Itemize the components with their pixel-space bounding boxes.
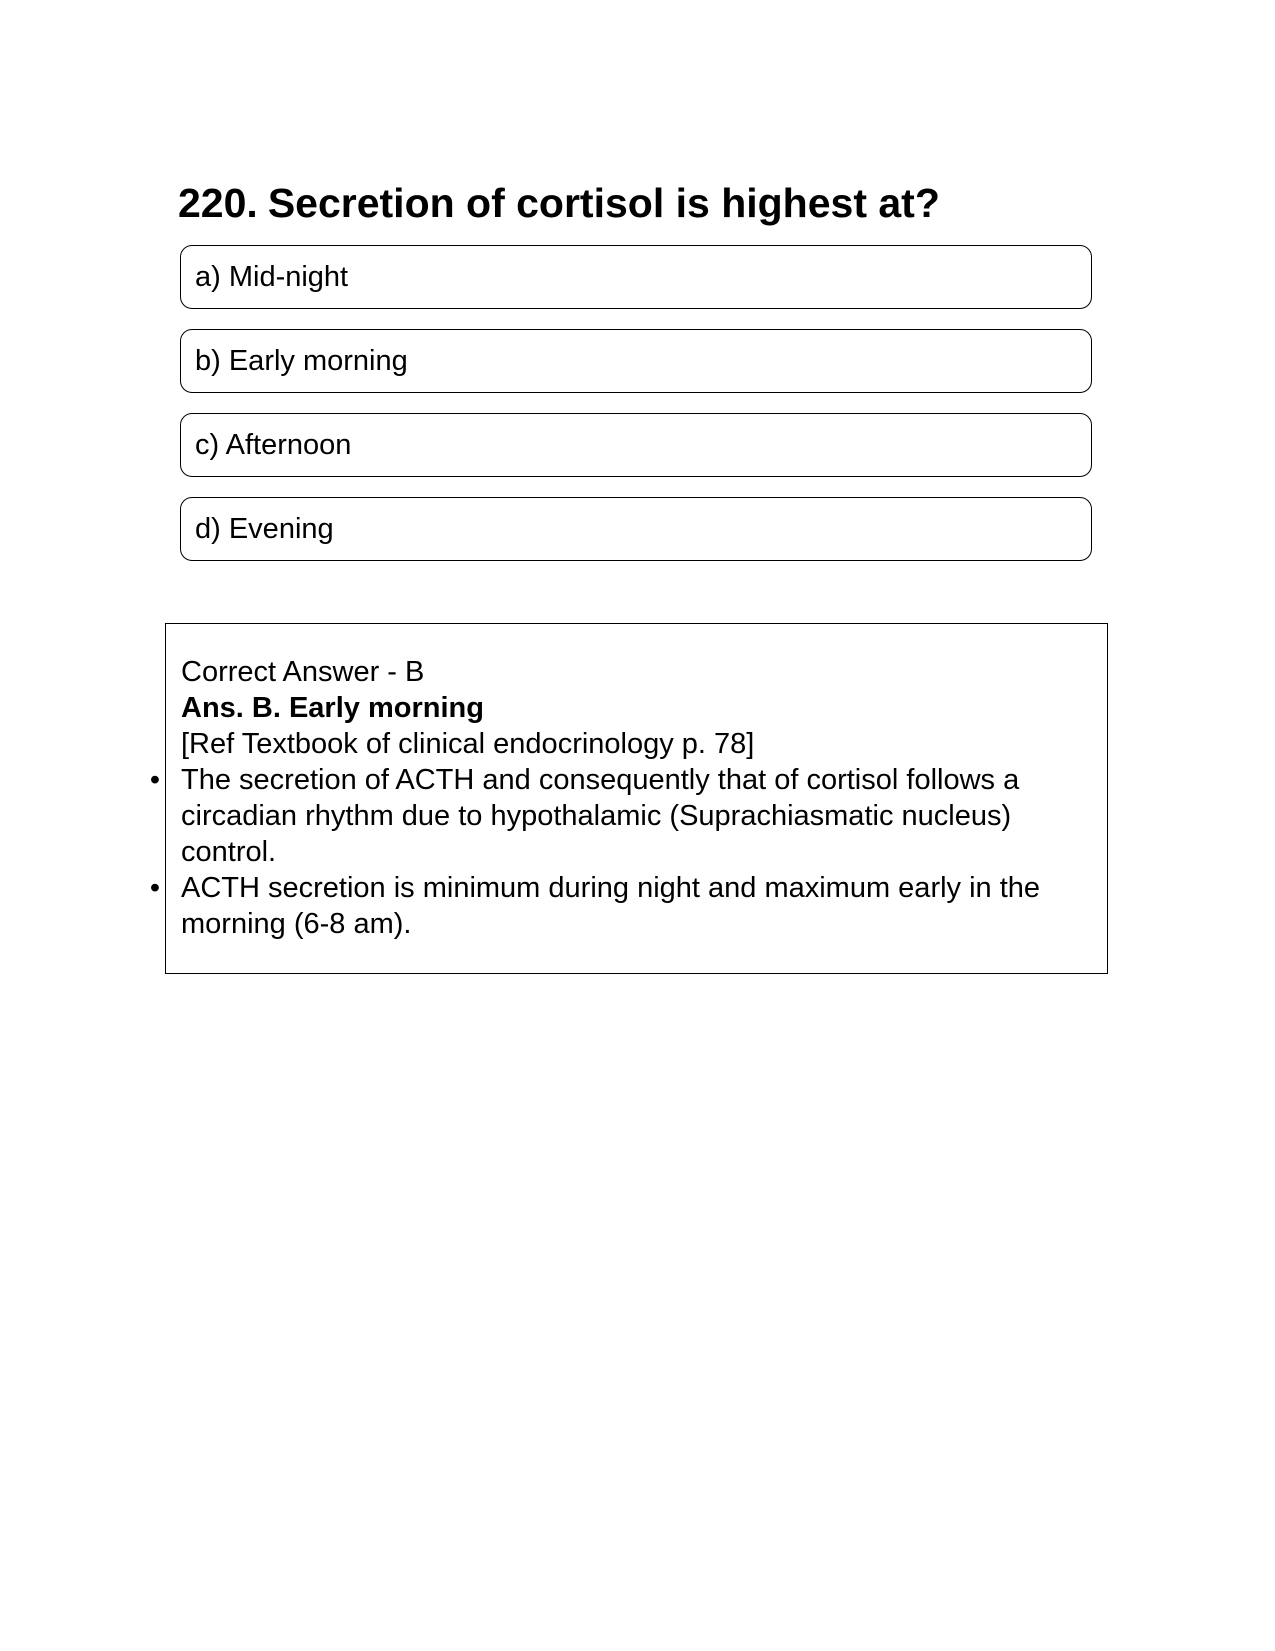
option-a[interactable]: a) Mid-night	[180, 245, 1092, 309]
bullet-icon: •	[149, 764, 161, 796]
option-c[interactable]: c) Afternoon	[180, 413, 1092, 477]
option-d[interactable]: d) Evening	[180, 497, 1092, 561]
question-number: 220.	[178, 180, 258, 226]
explanation-point	[149, 762, 1081, 870]
answer-heading: Ans. B. Early morning	[181, 692, 484, 724]
question-heading	[178, 178, 940, 228]
answer-reference: [Ref Textbook of clinical endocrinology p. 78]	[181, 728, 755, 760]
explanation-point	[149, 870, 1081, 942]
explanation-list	[149, 762, 1081, 942]
option-b[interactable]: b) Early morning	[180, 329, 1092, 393]
question-text: Secretion of cortisol is highest at?	[267, 180, 940, 226]
answer-explanation	[149, 654, 1081, 942]
bullet-icon: •	[149, 872, 161, 904]
explanation-point-text: ACTH secretion is minimum during night and maximum early in the morning (6-8 am).	[181, 872, 1041, 940]
correct-answer-line: Correct Answer - B	[181, 656, 425, 688]
explanation-point-text: The secretion of ACTH and consequently that of cortisol follows a circadian rhythm due to hypothalamic (Suprachiasmatic nucleus) control.	[181, 764, 1020, 868]
